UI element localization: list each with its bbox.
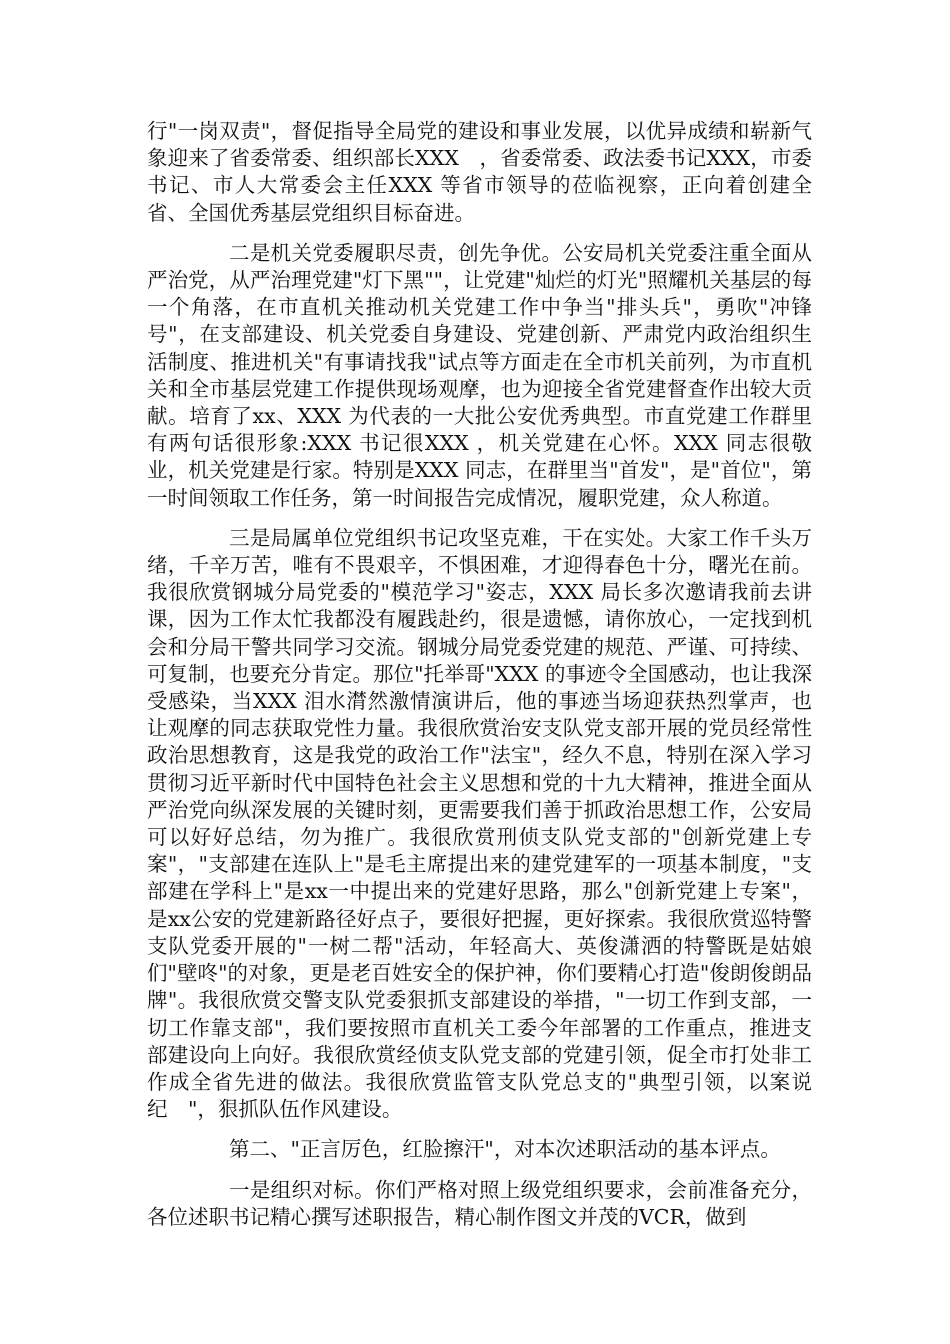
document-page <box>147 118 812 1231</box>
paragraph-benchmarking: 一是组织对标。你们严格对照上级党组织要求，会前准备充分，各位述职书记精心撰写述职报告，精心制作图文并茂的VCR，做到 <box>147 1177 812 1229</box>
paragraph-unit-secretaries: 三是局属单位党组织书记攻坚克难，干在实处。大家工作千头万绪，千辛万苦，唯有不畏艰辛，不惧困难，才迎得春色十分，曙光在前。我很欣赏钢城分局党委的"模范学习"姿志，XXX 局长多次邀请我前去讲课，因为工作太忙我都没有履践赴约，很是遗憾，请你放心，一定找到机会和分局干警共同学习交流。钢城分局党委党建的规范、严谨、可持续、可复制，也要充分肯定。那位"托举哥"XXX 的事迹令全国感动，也让我深受感染，当XXX 泪水潸然激情演讲后，他的事迹当场迎获热烈掌声，也让观摩的同志获取党性力量。我很欣赏治安支队党支部开展的党员经常性政治思想教育，这是我党的政治工作"法宝"，经久不息，特别在深入学习贯彻习近平新时代中国特色社会主义思想和党的十九大精神，推进全面从严治党向纵深发展的关键时刻，更需要我们善于抓政治思想工作，公安局可以好好总结，勿为推广。我很欣赏刑侦支队党支部的"创新党建上专案"，"支部建在连队上"是毛主席提出来的建党建军的一项基本制度，"支部建在学科上"是xx一中提出来的党建好思路，那么"创新党建上专案"，是xx公安的党建新路径好点子，要很好把握，更好探索。我很欣赏巡特警支队党委开展的"一树二帮"活动，年轻高大、英俊潇洒的特警既是姑娘们"壁咚"的对象，更是老百姓安全的保护神，你们要精心打造"俊朗俊朗品牌"。我很欣赏交警支队党委狠抓支部建设的举措，"一切工作到支部，一切工作靠支部"，我们要按照市直机关工委今年部署的工作重点，推进支部建设向上向好。我很欣赏经侦支队党支部的党建引领，促全市打处非工作成全省先进的做法。我很欣赏监管支队党总支的"典型引领，以案说纪 "，狠抓队伍作风建设。 <box>147 525 812 1122</box>
paragraph-continuation: 行"一岗双责"，督促指导全局党的建设和事业发展，以优异成绩和崭新气象迎来了省委常委、组织部长XXX ，省委常委、政法委书记XXX，市委书记、市人大常委会主任XXX 等省市领导的莅临视察，正向着创建全省、全国优秀基层党组织目标奋进。 <box>147 119 812 225</box>
paragraph-party-committee: 二是机关党委履职尽责，创先争优。公安局机关党委注重全面从严治党，从严治理党建"灯下黑""，让党建"灿烂的灯光"照耀机关基层的每一个角落，在市直机关推动机关党建工作中争当"排头兵"，勇吹"冲锋号"，在支部建设、机关党委自身建设、党建创新、严肃党内政治组织生活制度、推进机关"有事请找我"试点等方面走在全市机关前列，为市直机关和全市基层党建工作提供现场观摩，也为迎接全省党建督查作出较大贡献。培育了xx、XXX 为代表的一大批公安优秀典型。市直党建工作群里有两句话很形象:XXX 书记很XXX ，机关党建在心怀。XXX 同志很敬业，机关党建是行家。特别是XXX 同志，在群里当"首发"，是"首位"，第一时间领取工作任务，第一时间报告完成情况，履职党建，众人称道。 <box>147 240 812 510</box>
section-heading-second: 第二、"正言厉色，红脸擦汗"，对本次述职活动的基本评点。 <box>229 1137 781 1162</box>
